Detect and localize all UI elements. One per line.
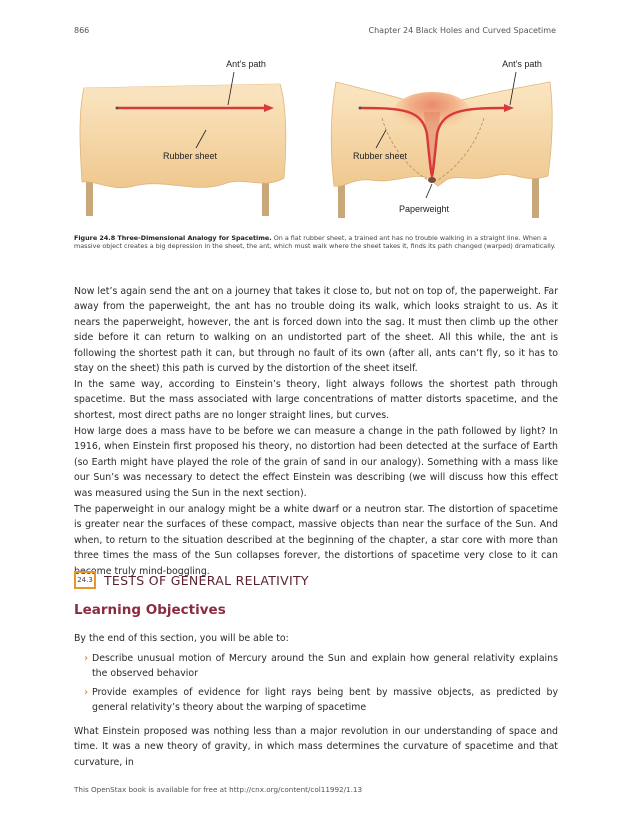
right-table	[331, 72, 552, 218]
figure-caption-label: Figure 24.8 Three-Dimensional Analogy for Spacetime.	[74, 234, 272, 242]
figure-caption	[74, 234, 558, 251]
footer-note: This OpenStax book is available for free at http://cnx.org/content/col11992/1.13	[74, 785, 363, 794]
chevron-right-icon: ›	[84, 686, 89, 698]
label-ants-path-left: Ant’s path	[226, 59, 266, 69]
section-title: TESTS OF GENERAL RELATIVITY	[104, 572, 309, 588]
left-table	[80, 72, 286, 216]
label-ants-path-right: Ant’s path	[502, 59, 542, 69]
list-item-text: Provide examples of evidence for light rays being bent by massive objects, as predicted by general relativity’s theory about the warping of spacetime	[92, 686, 558, 714]
ant-icon	[116, 107, 119, 110]
figure-illustration	[74, 52, 558, 230]
page-number: 866	[74, 26, 90, 35]
label-rubber-sheet-left: Rubber sheet	[162, 151, 218, 161]
list-item-text: Describe unusual motion of Mercury around the Sun and explain how general relativity explains the observed behavior	[92, 653, 558, 680]
learning-objectives-heading: Learning Objectives	[74, 602, 226, 618]
body-paragraph: In the same way, according to Einstein’s theory, light always follows the shortest path through spacetime. But the mass associated with large concentrations of matter distorts spacetime, and the shortest, most direct paths are no longer straight lines, but curves.	[74, 379, 558, 421]
ant-icon	[359, 107, 362, 110]
chapter-title: Chapter 24 Black Holes and Curved Spacetime	[368, 26, 556, 35]
leader-line	[426, 184, 432, 198]
label-paperweight: Paperweight	[398, 204, 450, 214]
learning-objectives-list	[74, 651, 558, 719]
paperweight-icon	[428, 177, 436, 183]
section-number-badge: 24.3	[74, 571, 96, 589]
figure-caption-text: On a flat rubber sheet, a trained ant has no trouble walking in a straight line. When a massive object creates a big depression in the sheet, the ant, which must walk where the sheet takes it, finds its path changed (warped) dramatically.	[74, 234, 556, 251]
body-paragraph: Now let’s again send the ant on a journey that takes it close to, but not on top of, the paperweight. Far away from the paperweight, the ant has no trouble doing its walk, which looks straight to us. As it nears the paperweight, however, the ant is forced down into the sag. It must then climb up the other side before it can return to walking on an undistorted part of the sheet. All this while, the ant is following the shortest path it can, but through no fault of its own (after all, ants can’t fly, so it has to stay on the sheet) this path is curved by the distortion of the sheet itself.	[74, 286, 558, 375]
body-paragraph: What Einstein proposed was nothing less than a major revolution in our understanding of space and time. It was a new theory of gravity, in which mass determines the curvature of spacetime and that curvature, in	[74, 726, 558, 768]
label-rubber-sheet-right: Rubber sheet	[352, 151, 408, 161]
learning-objectives-intro: By the end of this section, you will be able to:	[74, 633, 289, 644]
body-paragraph: The paperweight in our analogy might be a white dwarf or a neutron star. The distortion of spacetime is greater near the surfaces of these compact, massive objects than near the surface of the Sun. And when, to return to the situation described at the beginning of the chapter, a star core with more than three times the mass of the Sun collapses forever, the distortions of spacetime very close to it can become truly mind-boggling.	[74, 504, 558, 577]
section-heading	[74, 571, 309, 589]
body-paragraph: How large does a mass have to be before we can measure a change in the path followed by light? In 1916, when Einstein first proposed his theory, no distortion had been detected at the surface of Earth (so Earth might have played the role of the grain of sand in our analogy). Something with a mass like our Sun’s was necessary to detect the effect Einstein was describing (we will discuss how this effect was measured using the Sun in the next section).	[74, 426, 558, 499]
figure-spacetime-analogy	[74, 52, 558, 230]
chevron-right-icon: ›	[84, 653, 89, 664]
rubber-sheet-flat	[80, 84, 286, 188]
list-item	[74, 685, 558, 716]
table-leg	[532, 174, 539, 218]
list-item	[74, 651, 558, 682]
